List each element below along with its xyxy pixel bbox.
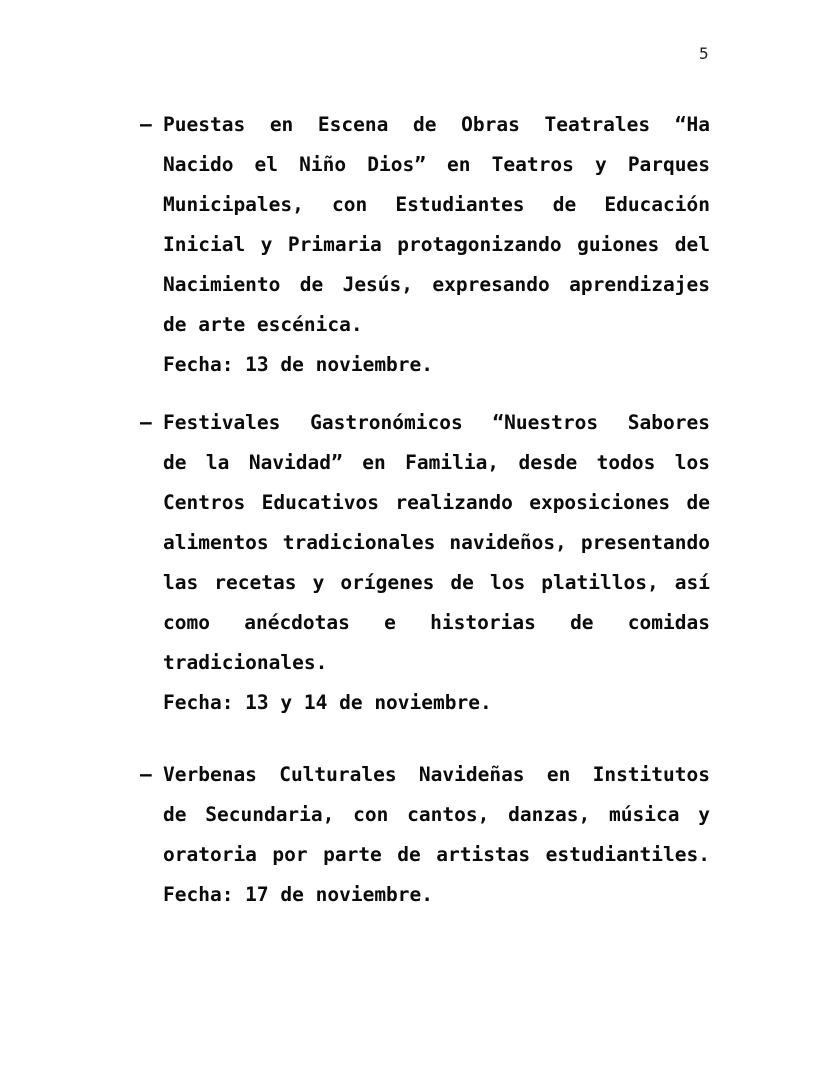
item-body [163, 403, 710, 683]
text-line: de Secundaria, con cantos, danzas, música y [163, 803, 710, 826]
text-line: Puestas en Escena de Obras Teatrales “Ha [163, 113, 710, 136]
dash-bullet-icon: – [140, 113, 152, 136]
text-line: oratoria por parte de artistas estudiantiles. [163, 843, 710, 866]
text-line: Inicial y Primaria protagonizando guiones del [163, 233, 710, 256]
item-date: Fecha: 13 y 14 de noviembre. [163, 691, 492, 714]
text-line: como anécdotas e historias de comidas [163, 611, 710, 634]
text-line: Nacimiento de Jesús, expresando aprendizajes [163, 273, 710, 296]
page-number: 5 [699, 44, 709, 63]
item-body [163, 105, 710, 345]
list-item [140, 105, 710, 385]
text-line: de arte escénica. [163, 313, 363, 336]
text-line: las recetas y orígenes de los platillos, así [163, 571, 710, 594]
item-date: Fecha: 17 de noviembre. [163, 883, 434, 906]
list-item [140, 755, 710, 915]
text-line: alimentos tradicionales navideños, presentando [163, 531, 710, 554]
list-item [140, 403, 710, 723]
bullet-list [140, 105, 710, 915]
text-line: Festivales Gastronómicos “Nuestros Sabores [163, 411, 710, 434]
text-line: Centros Educativos realizando exposiciones de [163, 491, 710, 514]
item-body [163, 755, 710, 875]
text-line: Verbenas Culturales Navideñas en Institutos [163, 763, 710, 786]
item-date: Fecha: 13 de noviembre. [163, 353, 434, 376]
text-line: de la Navidad” en Familia, desde todos los [163, 451, 710, 474]
text-line: Nacido el Niño Dios” en Teatros y Parques [163, 153, 710, 176]
text-line: tradicionales. [163, 651, 328, 674]
dash-bullet-icon: – [140, 763, 152, 786]
text-line: Municipales, con Estudiantes de Educación [163, 193, 710, 216]
dash-bullet-icon: – [140, 411, 152, 434]
